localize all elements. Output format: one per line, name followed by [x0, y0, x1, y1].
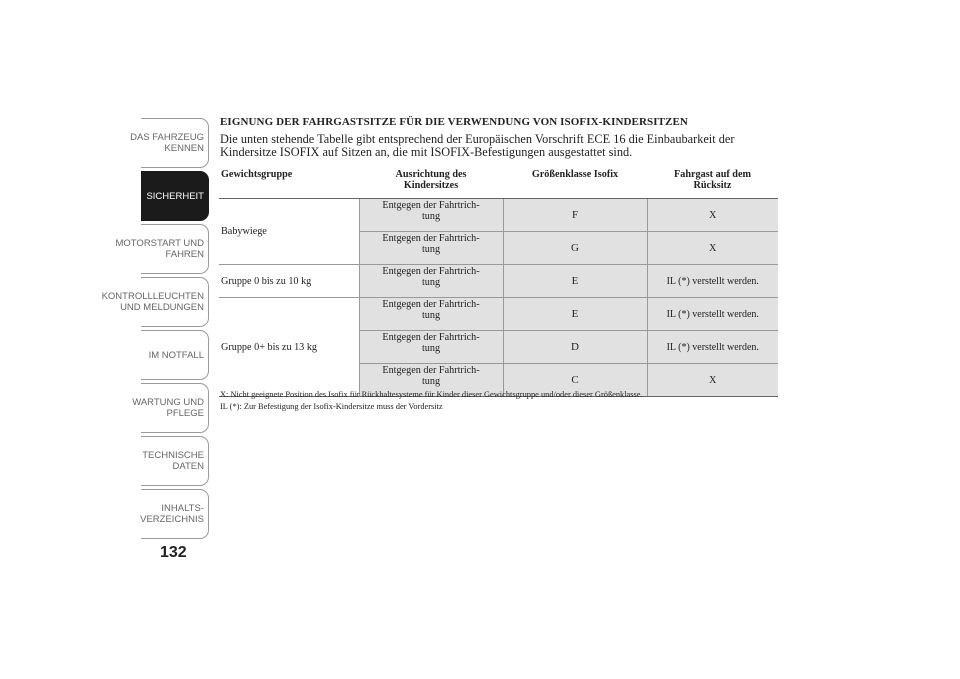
size-cell: E	[503, 298, 647, 331]
note-x: X: Nicht geeignete Position des Isofix für Rückhaltesysteme für Kinder dieser Gewichtsgruppe und/oder dieser Größenklasse.	[220, 390, 643, 399]
sidebar-tab-label: IM NOTFALL	[148, 349, 204, 361]
header-passenger-line2: Rücksitz	[693, 180, 732, 191]
direction-cell	[359, 265, 503, 298]
direction-text: Entgegen der Fahrtrich-	[382, 365, 480, 376]
header-passenger	[647, 169, 778, 199]
sidebar-tab-inhaltsverzeichnis[interactable]	[141, 489, 209, 539]
direction-text: Entgegen der Fahrtrich-	[382, 200, 480, 211]
sidebar-tab-label: UND MELDUNGEN	[120, 302, 204, 313]
intro-paragraph: Die unten stehende Tabelle gibt entsprechend der Europäischen Vorschrift ECE 16 die Einbaubarkeit der Kindersitze ISOFIX auf Sitzen an, die mit ISOFIX-Befestigungen ausgestattet sind.	[220, 132, 735, 159]
note-il: IL (*): Zur Befestigung der Isofix-Kindersitze muss der Vordersitz	[220, 402, 443, 411]
sidebar-tab-label: WARTUNG UND	[132, 397, 204, 408]
table-header-row	[219, 169, 778, 199]
sidebar-tab-label: FAHREN	[165, 249, 204, 260]
sidebar-tab-label: MOTORSTART UND	[115, 238, 204, 249]
header-passenger-line1: Fahrgast auf dem	[674, 169, 751, 180]
size-cell: D	[503, 331, 647, 364]
direction-text-cont: tung	[421, 376, 441, 387]
sidebar-tab-label: KONTROLLLEUCHTEN	[101, 291, 204, 302]
direction-cell	[359, 298, 503, 331]
size-cell: F	[503, 199, 647, 232]
passenger-cell: X	[647, 232, 778, 265]
sidebar-tab-label: VERZEICHNIS	[140, 514, 204, 525]
sidebar-tab-label: SICHERHEIT	[146, 190, 204, 202]
sidebar-tab-technische-daten[interactable]	[141, 436, 209, 486]
direction-text: Entgegen der Fahrtrich-	[382, 332, 480, 343]
table-row	[219, 298, 778, 331]
sidebar-tab-kontrollleuchten[interactable]	[101, 277, 209, 327]
table-row	[219, 199, 778, 232]
direction-text-cont: tung	[421, 277, 441, 288]
sidebar-tab-wartung-und-pflege[interactable]	[132, 383, 209, 433]
passenger-cell: IL (*) verstellt werden.	[647, 265, 778, 298]
sidebar-tab-label: KENNEN	[164, 143, 204, 154]
sidebar-tab-motorstart-und-fahren[interactable]	[115, 224, 209, 274]
direction-cell	[359, 199, 503, 232]
sidebar-tab-label: PFLEGE	[166, 408, 204, 419]
direction-cell	[359, 331, 503, 364]
direction-text: Entgegen der Fahrtrich-	[382, 266, 480, 277]
direction-cell	[359, 232, 503, 265]
passenger-cell: X	[647, 199, 778, 232]
table-notes	[220, 389, 780, 413]
sidebar-tab-sicherheit[interactable]	[141, 171, 209, 221]
sidebar-tab-das-fahrzeug-kennen[interactable]	[130, 118, 209, 168]
size-cell: E	[503, 265, 647, 298]
sidebar-tab-label: INHALTS-	[161, 503, 204, 514]
sidebar-tab-im-notfall[interactable]	[141, 330, 209, 380]
direction-text-cont: tung	[421, 343, 441, 354]
group-cell: Gruppe 0 bis zu 10 kg	[219, 265, 359, 298]
group-cell: Gruppe 0+ bis zu 13 kg	[219, 298, 359, 397]
header-size-class: Größenklasse Isofix	[503, 169, 647, 199]
direction-text: Entgegen der Fahrtrich-	[382, 299, 480, 310]
passenger-cell: IL (*) verstellt werden.	[647, 331, 778, 364]
direction-text: Entgegen der Fahrtrich-	[382, 233, 480, 244]
sidebar-tab-label: DAS FAHRZEUG	[130, 132, 204, 143]
isofix-suitability-table	[219, 169, 778, 397]
passenger-cell: IL (*) verstellt werden.	[647, 298, 778, 331]
sidebar-tab-label: TECHNISCHE	[142, 450, 204, 461]
group-cell: Babywiege	[219, 199, 359, 265]
direction-text-cont: tung	[421, 211, 441, 222]
size-cell: C	[503, 364, 647, 397]
page-number: 132	[160, 544, 187, 561]
direction-text-cont: tung	[421, 244, 441, 255]
section-heading: EIGNUNG DER FAHRGASTSITZE FÜR DIE VERWENDUNG VON ISOFIX-KINDERSITZEN	[220, 116, 688, 128]
header-direction-line2: Kindersitzes	[403, 180, 459, 191]
header-direction	[359, 169, 503, 199]
direction-text-cont: tung	[421, 310, 441, 321]
header-weight-group: Gewichtsgruppe	[219, 169, 359, 199]
header-direction-line1: Ausrichtung des	[395, 169, 467, 180]
size-cell: G	[503, 232, 647, 265]
sidebar-tab-label: DATEN	[172, 461, 204, 472]
table-row	[219, 265, 778, 298]
passenger-cell: X	[647, 364, 778, 397]
